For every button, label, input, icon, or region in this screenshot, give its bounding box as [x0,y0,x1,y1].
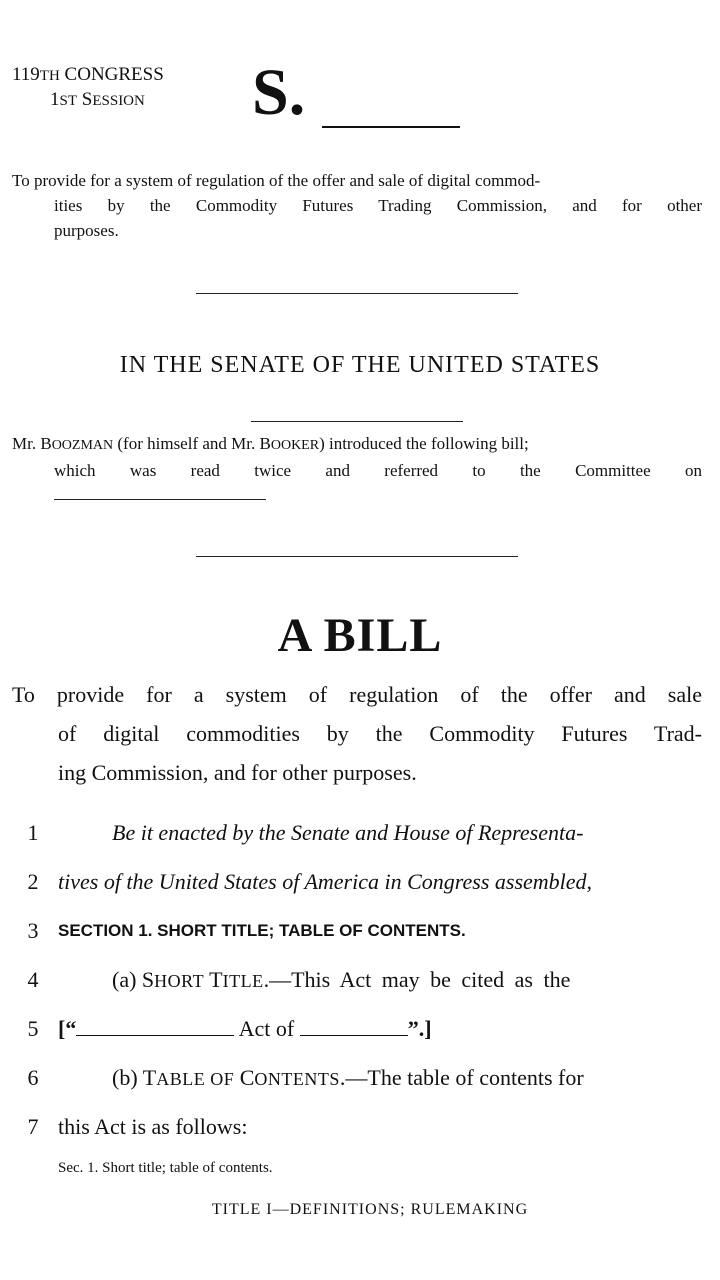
body-line [0,808,720,857]
bill-number-blank [322,126,460,128]
long-title-line: To provide for a system of regulation of the offer and sale [12,682,702,707]
bill-heading: A BILL [277,609,443,662]
line-number: 2 [27,868,39,894]
body-line [0,955,720,1004]
introduction-statement [12,431,702,500]
body-line [0,906,720,955]
enacting-clause: tives of the United States of America in Congress assembled, [58,868,593,894]
line-number: 4 [27,966,39,992]
enacting-clause: Be it enacted by the Senate and House of Representa- [112,819,584,845]
intro-line: Mr. BOOZMAN (for himself and Mr. BOOKER) introduced the following bill; [12,434,529,453]
toc-title-heading: TITLE I—DEFINITIONS; RULEMAKING [211,1201,529,1218]
intro-line: which was read twice and referred to the Committee on [54,461,702,480]
body-line [0,857,720,906]
long-title [12,675,702,792]
divider-rule [196,556,518,557]
short-title-subsection: (a) SHORT TITLE.—This Act may be cited as the [112,966,571,992]
bill-caption [12,168,702,243]
body-text: this Act is as follows: [58,1113,248,1139]
caption-line: To provide for a system of regulation of the offer and sale of digital commod- [12,171,541,190]
line-number: 3 [27,917,39,943]
act-name-blank [76,1017,234,1036]
chamber-heading: IN THE SENATE OF THE UNITED STATES [119,352,601,378]
short-title-placeholder: [“ Act of ”.] [58,1015,432,1041]
table-of-contents-subsection: (b) TABLE OF CONTENTS.—The table of contents for [112,1064,584,1090]
divider-rule [196,293,518,294]
toc-entry: Sec. 1. Short title; table of contents. [58,1160,273,1176]
body-line [0,1004,720,1053]
bill-number-prefix: S. [252,56,306,129]
body-line [0,1053,720,1102]
committee-blank [54,483,266,500]
caption-line: ities by the Commodity Futures Trading Commission, and for other [54,196,702,215]
long-title-line: of digital commodities by the Commodity Futures Trad- [58,721,702,746]
act-year-blank [300,1017,408,1036]
caption-line: purposes. [54,221,119,240]
long-title-line: ing Commission, and for other purposes. [58,760,417,785]
session-label: 1ST SESSION [50,89,145,110]
body-line [0,1102,720,1151]
congress-label: 119TH CONGRESS [12,64,164,85]
line-number: 5 [27,1015,39,1041]
line-number: 6 [27,1064,39,1090]
section-heading: SECTION 1. SHORT TITLE; TABLE OF CONTENTS. [58,920,466,940]
line-number: 1 [27,819,39,845]
divider-rule [251,421,463,422]
line-number: 7 [27,1113,39,1139]
